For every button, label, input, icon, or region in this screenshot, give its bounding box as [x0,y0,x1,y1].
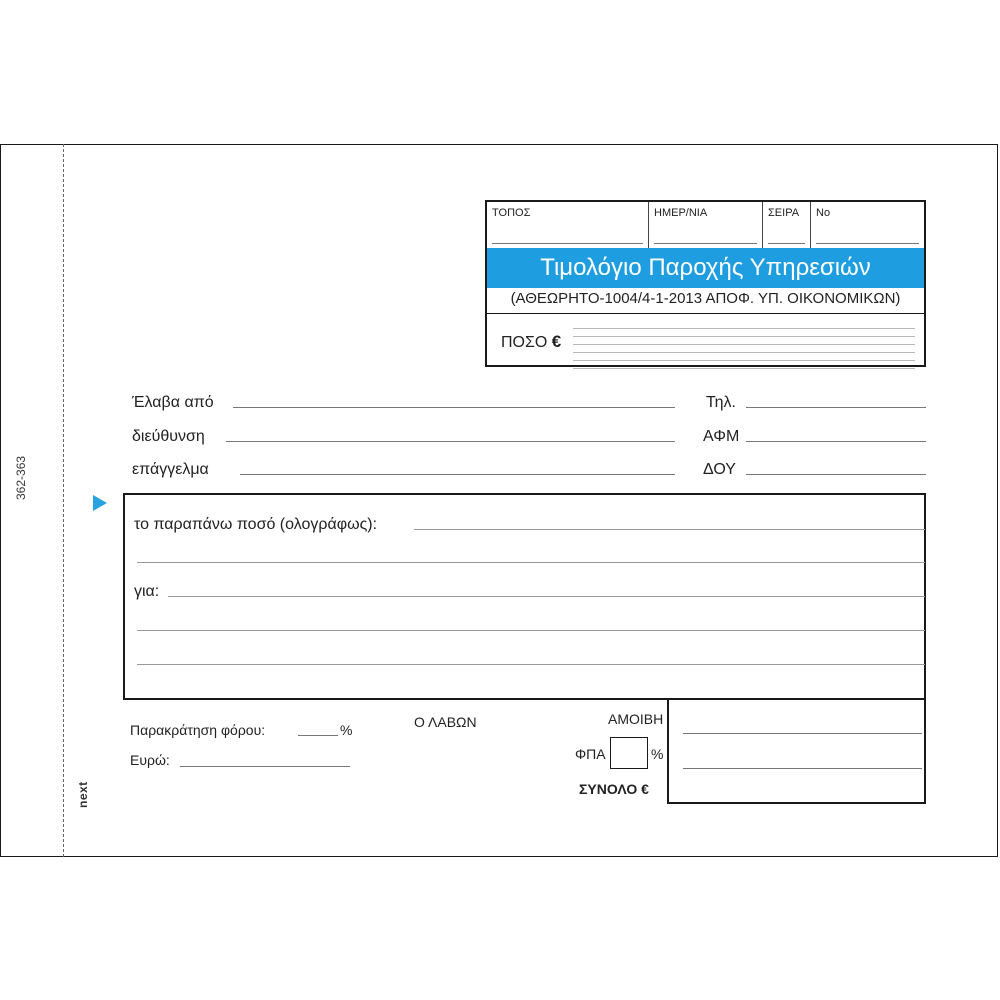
header-divider [487,313,924,314]
fee-label: ΑΜΟΙΒΗ [608,711,664,727]
place-label: ΤΟΠΟΣ [492,207,531,219]
vat-amount-field[interactable] [683,768,922,769]
euros-label: Ευρώ: [130,752,170,768]
for-field[interactable] [168,596,925,597]
series-input-line [768,243,805,244]
amount-in-words-line-2[interactable] [137,562,925,563]
tax-office-field[interactable] [746,474,926,475]
vat-percent: % [651,746,664,762]
tax-withholding-label: Παρακράτηση φόρου: [130,722,266,738]
brand-logo: next [76,781,90,808]
vat-rate-field[interactable] [610,737,648,769]
invoice-header-box [485,200,926,367]
fee-field[interactable] [683,733,922,734]
series-cell[interactable] [763,202,811,248]
date-cell[interactable] [649,202,763,248]
tax-withholding-field[interactable] [298,735,338,736]
amount-input-lines[interactable] [573,321,915,369]
amount-in-words-label: το παραπάνω ποσό (ολογράφως): [134,516,378,533]
totals-box [667,700,926,804]
date-label: ΗΜΕΡ/ΝΙΑ [654,207,708,219]
amount-in-words-field[interactable] [414,529,925,530]
form-code: 362-363 [14,455,28,500]
profession-field[interactable] [240,474,675,475]
number-cell[interactable] [811,202,924,248]
total-field[interactable] [683,778,922,798]
date-input-line [654,243,757,244]
received-from-label: Έλαβα από [132,394,214,411]
tax-office-label: ΔΟΥ [703,461,736,478]
place-cell[interactable] [487,202,649,248]
profession-label: επάγγελμα [132,461,209,478]
total-label: ΣΥΝΟΛΟ € [579,781,649,797]
vat-number-field[interactable] [746,441,926,442]
perforation-line [63,144,64,857]
vat-label: ΦΠΑ [575,746,606,762]
receiver-label: Ο ΛΑΒΩΝ [414,714,477,730]
number-input-line [816,243,919,244]
euro-sign: € [551,332,562,351]
address-label: διεύθυνση [132,428,205,445]
phone-field[interactable] [746,407,926,408]
invoice-title: Τιμολόγιο Παροχής Υπηρεσιών [487,248,924,288]
for-label: για: [134,583,160,600]
for-line-3[interactable] [137,664,925,665]
euros-field[interactable] [180,766,350,767]
amount-label: ΠΟΣΟ [501,334,548,351]
tax-withholding-percent: % [340,722,353,738]
received-from-field[interactable] [233,407,675,408]
vat-number-label: ΑΦΜ [703,428,740,445]
pointer-arrow-icon [93,495,107,511]
address-field[interactable] [226,441,675,442]
amount-label-group [501,332,561,352]
series-label: ΣΕΙΡΑ [768,207,800,219]
number-label: Νο [816,207,831,219]
invoice-subtitle: (ΑΘΕΩΡΗΤΟ-1004/4-1-2013 ΑΠΟΦ. ΥΠ. ΟΙΚΟΝΟΜΙΚΩΝ) [510,290,901,307]
phone-label: Τηλ. [706,394,736,411]
for-line-2[interactable] [137,630,925,631]
place-input-line [492,243,643,244]
